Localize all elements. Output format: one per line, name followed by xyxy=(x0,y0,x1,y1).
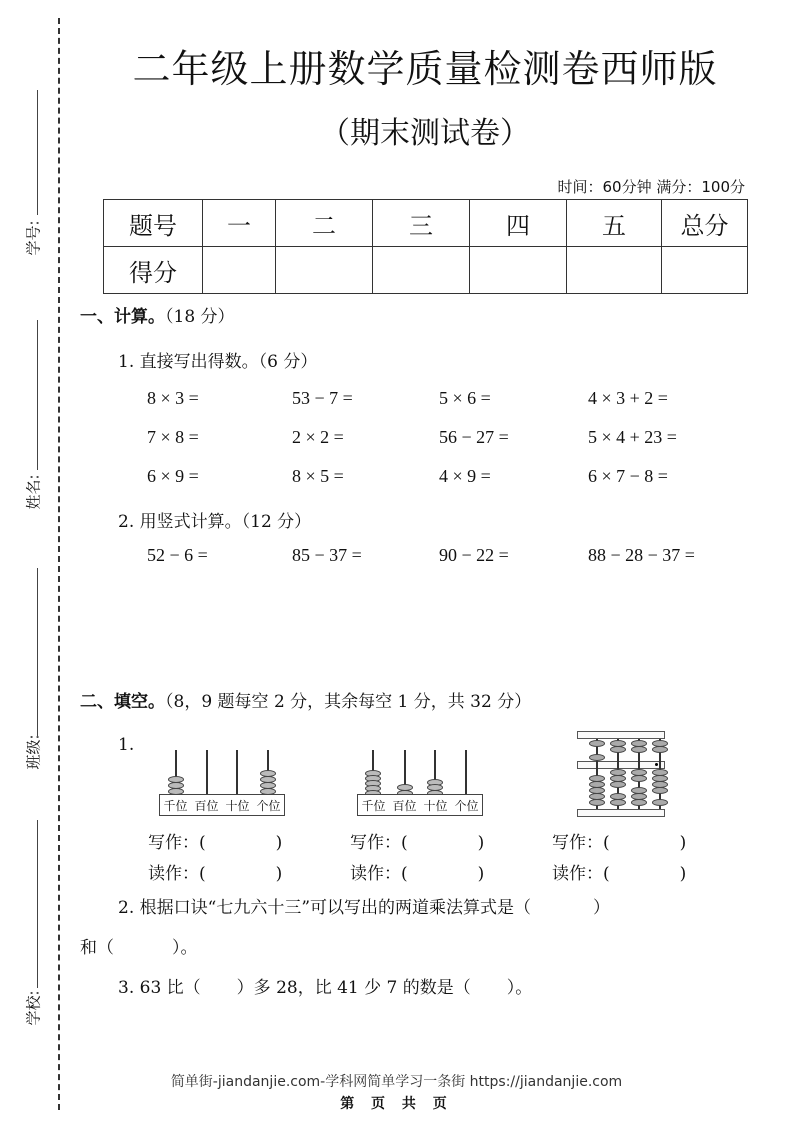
vertical-calc-item: 52 − 6 = xyxy=(147,545,208,565)
expression: 6 × 9 = xyxy=(147,466,199,486)
write-as-blank-3[interactable]: 写作：( ) xyxy=(552,833,687,853)
class-line[interactable] xyxy=(37,568,38,736)
score-cell[interactable] xyxy=(373,247,470,294)
expression: 5 × 6 = xyxy=(439,388,491,408)
expression: 8 × 3 = xyxy=(147,388,199,408)
section1-title: 一、计算。 xyxy=(80,307,165,327)
score-header-cell: 总分 xyxy=(662,200,748,247)
section1-heading xyxy=(80,302,235,327)
expression: 5 × 4 + 23 = xyxy=(588,427,677,447)
exam-meta: 时间：60分钟 满分：100分 xyxy=(557,178,745,196)
place-label: 十位 xyxy=(423,798,448,813)
score-header-cell: 四 xyxy=(470,200,567,247)
score-header-cell: 五 xyxy=(567,200,662,247)
place-label: 十位 xyxy=(225,798,250,813)
score-cell[interactable] xyxy=(470,247,567,294)
abacus-top-bar xyxy=(577,731,665,739)
page-subtitle: （期末测试卷） xyxy=(320,116,530,151)
section1-q2-label: 2. 用竖式计算。（12 分） xyxy=(118,512,312,532)
section2-heading xyxy=(80,687,531,712)
abacus-bead xyxy=(610,746,626,753)
expression: 4 × 3 + 2 = xyxy=(588,388,668,408)
counter-base-1 xyxy=(159,794,285,816)
school-line[interactable] xyxy=(37,820,38,988)
abacus-bead xyxy=(589,799,605,806)
score-header-cell: 一 xyxy=(203,200,276,247)
place-label: 千位 xyxy=(361,798,386,813)
place-label: 千位 xyxy=(163,798,188,813)
footer-watermark: 简单街-jiandanjie.com-学科网简单学习一条街 https://jiandanjie.com xyxy=(170,1074,623,1090)
score-cell[interactable] xyxy=(276,247,373,294)
score-header-cell: 三 xyxy=(373,200,470,247)
abacus-bead xyxy=(589,754,605,761)
write-as-blank-1[interactable]: 写作：( ) xyxy=(148,833,283,853)
counter-rod xyxy=(465,750,467,795)
expression: 4 × 9 = xyxy=(439,466,491,486)
abacus-bead xyxy=(610,799,626,806)
score-header-cell: 二 xyxy=(276,200,373,247)
expression: 53 − 7 = xyxy=(292,388,353,408)
name-label: 姓名: xyxy=(24,474,43,510)
abacus-bead xyxy=(652,799,668,806)
page-title: 二年级上册数学质量检测卷西师版 xyxy=(132,47,718,91)
counter-rod xyxy=(206,750,208,795)
place-label: 百位 xyxy=(392,798,417,813)
expression: 6 × 7 − 8 = xyxy=(588,466,668,486)
score-cell[interactable] xyxy=(567,247,662,294)
school-label: 学校: xyxy=(24,990,43,1026)
unit-dot xyxy=(655,763,658,766)
section1-points: （18 分） xyxy=(165,307,235,327)
vertical-calc-item: 90 − 22 = xyxy=(439,545,509,565)
expression: 2 × 2 = xyxy=(292,427,344,447)
abacus-bottom-bar xyxy=(577,809,665,817)
score-table-header-row xyxy=(104,200,748,247)
abacus-bead xyxy=(631,746,647,753)
section2-q1-number: 1. xyxy=(118,735,135,755)
read-as-blank-2[interactable]: 读作：( ) xyxy=(350,864,485,884)
section2-q3: 3. 63 比（ ）多 28，比 41 少 7 的数是（ ）。 xyxy=(118,978,533,998)
place-label: 百位 xyxy=(194,798,219,813)
read-as-blank-1[interactable]: 读作：( ) xyxy=(148,864,283,884)
vertical-calc-item: 88 − 28 − 37 = xyxy=(588,545,695,565)
abacus-middle-bar xyxy=(577,761,665,769)
section2-q2-line1: 2. 根据口诀“七九六十三”可以写出的两道乘法算式是（ ） xyxy=(118,898,611,918)
expression: 8 × 5 = xyxy=(292,466,344,486)
place-label: 个位 xyxy=(454,798,479,813)
vertical-calc-item: 85 − 37 = xyxy=(292,545,362,565)
abacus-bead xyxy=(652,746,668,753)
score-row-label: 得分 xyxy=(104,247,203,294)
expression: 7 × 8 = xyxy=(147,427,199,447)
section2-points: （8，9 题每空 2 分，其余每空 1 分，共 32 分） xyxy=(165,692,532,712)
abacus-bead xyxy=(631,775,647,782)
place-label: 个位 xyxy=(256,798,281,813)
score-table xyxy=(103,199,748,294)
class-label: 班级: xyxy=(24,734,43,770)
abacus-bead xyxy=(652,787,668,794)
binding-dashed-line xyxy=(58,18,60,1110)
expression: 56 − 27 = xyxy=(439,427,509,447)
section2-q2-line2: 和（ ）。 xyxy=(80,938,198,958)
score-cell[interactable] xyxy=(203,247,276,294)
score-cell[interactable] xyxy=(662,247,748,294)
name-line[interactable] xyxy=(37,320,38,470)
score-header-cell: 题号 xyxy=(104,200,203,247)
abacus-diagram xyxy=(577,731,665,817)
abacus-bead xyxy=(610,781,626,788)
score-table-score-row xyxy=(104,247,748,294)
abacus-bead xyxy=(631,799,647,806)
page-number: 第 页 共 页 xyxy=(340,1096,453,1112)
section2-title: 二、填空。 xyxy=(80,692,165,712)
student-id-line[interactable] xyxy=(37,90,38,215)
read-as-blank-3[interactable]: 读作：( ) xyxy=(552,864,687,884)
section1-q1-label: 1. 直接写出得数。（6 分） xyxy=(118,352,318,372)
abacus-bead xyxy=(589,740,605,747)
write-as-blank-2[interactable]: 写作：( ) xyxy=(350,833,485,853)
counter-base-2 xyxy=(357,794,483,816)
counter-rod xyxy=(236,750,238,795)
student-id-label: 学号: xyxy=(24,220,43,256)
